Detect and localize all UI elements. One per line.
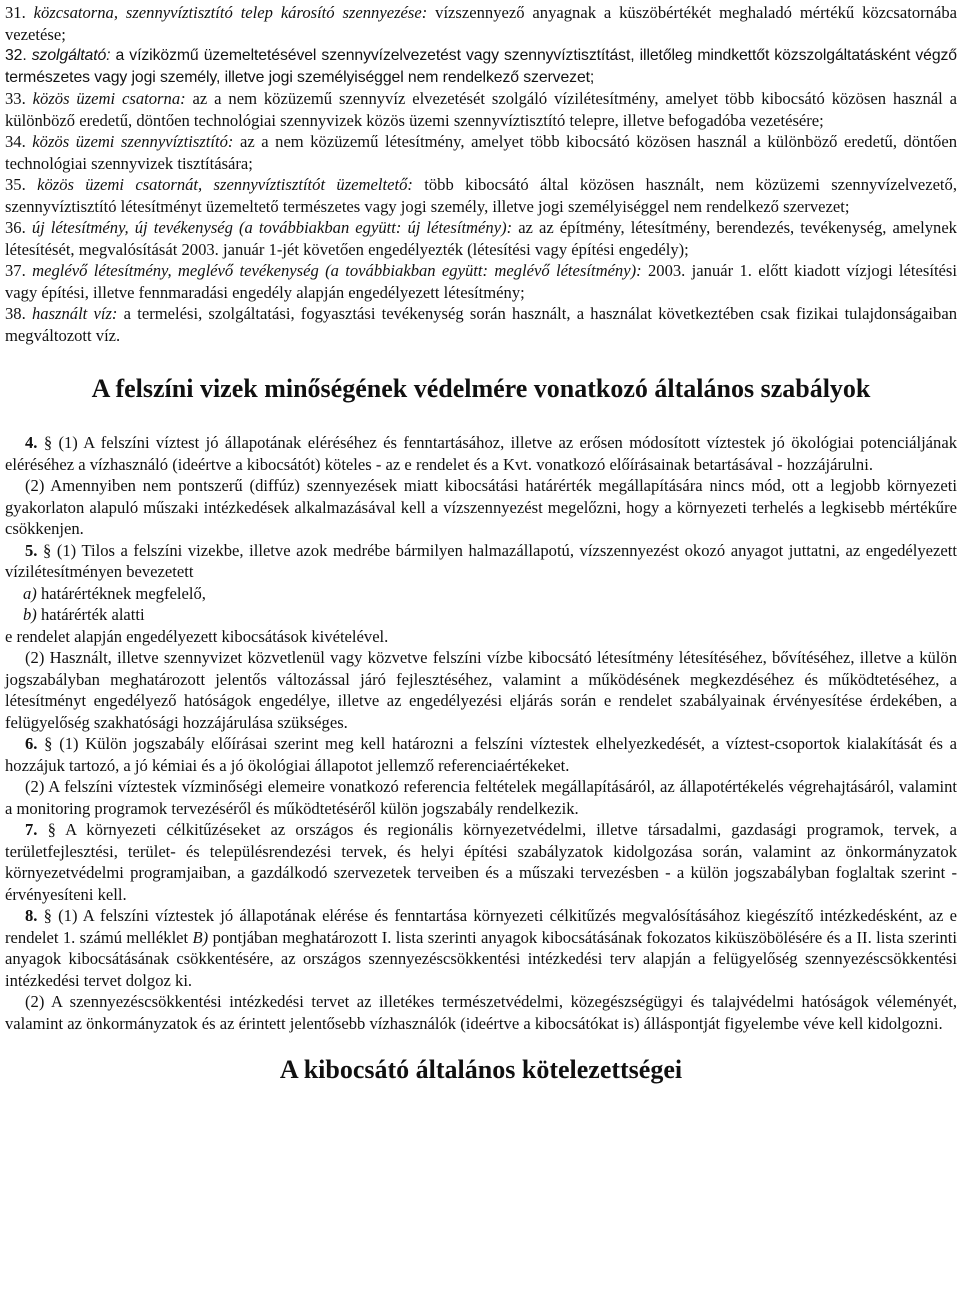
section-heading: A felszíni vizek minőségének védelmére vonatkozó általános szabályok [91, 374, 871, 403]
definition-38: 38. használt víz: a termelési, szolgáltatási, fogyasztási tevékenység során használt, a használat következtében csak fizikai tulajdonságaiban megváltozott víz. [5, 304, 958, 345]
section-6-para-2: (2) A felszíni víztestek vízminőségi elemeire vonatkozó referencia feltételek megállapításáról, az állapotértékelés végrehajtásáról, valamint a monitoring programok tervezéséről és működtetéséről külön jogszabály rendelkezik. [5, 777, 957, 818]
definition-term: közcsatorna, szennyvíztisztító telep károsító szennyezése: [33, 3, 428, 22]
definition-term: közös üzemi csatornát, szennyvíztisztítót üzemeltető: [37, 175, 413, 194]
section-8-para-1: 8. § (1) A felszíni víztestek jó állapotának elérése és fenntartása környezeti célkitűzés megvalósításához kiegészítő intézkedésként, az e rendelet 1. számú melléklet B) pontjában meghatározott I. lista szerinti anyagok kibocsátásának fokozatos kiküszöbölésére és a II. lista szerinti anyagok kibocsátásának csökkentésére, az országos szennyezéscsökkentési intézkedési terv alapján a felügyelőség szennyezéscsökkentési intézkedési tervet dolgoz ki. [5, 906, 957, 990]
section-5-item-b: b) határérték alatti [23, 605, 145, 624]
definition-36: 36. új létesítmény, új tevékenység (a továbbiakban együtt: új létesítmény): az az építmény, létesítmény, berendezés, tevékenység, amelynek létesítését, megvalósítását 2003. január 1-jét követően engedélyezték (létesítési vagy építési engedély); [5, 218, 957, 259]
definition-31: 31. közcsatorna, szennyvíztisztító telep károsító szennyezése: vízszennyező anyagnak a küszöbértékét meghaladó mértékű közcsatornába vezetése; [5, 3, 957, 44]
section-7-para-1: 7. § A környezeti célkitűzéseket az országos és regionális környezetvédelmi, illetve társadalmi, gazdasági programok, tervek, a területfejlesztési, terület- és településrendezési tervek, és helyi építési szabályzatok kidolgozása során, valamint az önkormányzatok környezetvédelmi programjaiban, a gazdálkodó szervezetek terveiben és a műszaki tervezésben - a külön jogszabályban foglaltak szerint - érvényesíteni kell. [5, 820, 957, 904]
section-heading: A kibocsátó általános kötelezettségei [279, 1055, 683, 1084]
section-4-para-1: 4. § (1) A felszíni víztest jó állapotának eléréséhez és fenntartásához, illetve az erősen módosított víztestek jó ökológiai potenciáljának eléréséhez a vízhasználó (ideértve a kibocsátót) köteles - az e rendelet és a Kvt. vonatkozó előírásainak betartásával - hozzájárulni. [5, 433, 957, 474]
section-number: 6. [25, 734, 38, 753]
definition-term: szolgáltató: [31, 47, 111, 64]
section-4-para-2: (2) Amennyiben nem pontszerű (diffúz) szennyezések miatt kibocsátási határérték megállapítására nincs mód, ott a legjobb környezeti gyakorlaton alapuló műszaki intézkedések alkalmazásával kell a vízszennyezést megelőzni, hogy a környezeti terhelés a legkisebb mértékűre csökkenjen. [5, 476, 957, 538]
section-5-item-a: a) határértéknek megfelelő, [23, 583, 206, 603]
definition-37: 37. meglévő létesítmény, meglévő tevékenység (a továbbiakban együtt: meglévő létesítmény): 2003. január 1. előtt kiadott vízjogi létesítési vagy építési, illetve fennmaradási engedély alapján engedélyezett létesítmény; [5, 261, 957, 302]
section-number: 8. [25, 906, 38, 925]
definition-35: 35. közös üzemi csatornát, szennyvíztisztítót üzemeltető: több kibocsátó által közösen használt, nem közüzemi szennyvízelvezető, szennyvíztisztító létesítményt üzemeltető természetes vagy jogi személy, illetve jogi személyiséggel nem rendelkező szervezet; [5, 175, 957, 216]
definition-term: közös üzemi szennyvíztisztító: [32, 132, 234, 151]
section-5-para-1: 5. § (1) Tilos a felszíni vizekbe, illetve azok medrébe bármilyen halmazállapotú, vízszennyezést okozó anyagot juttatni, az engedélyezett vízilétesítményen bevezetett [5, 540, 957, 581]
section-6-para-1: 6. § (1) Külön jogszabály előírásai szerint meg kell határozni a felszíni víztestek elhelyezkedését, a víztest-csoportok kialakítását és a hozzájuk tartozó, a jó kémiai és a jó ökológiai állapotot jellemző referenciaértékeket. [5, 734, 957, 775]
definition-32: 32. szolgáltató: a víziközmű üzemeltetésével szennyvízelvezetést vagy szennyvíztisztítást, illetőleg mindkettőt közszolgáltatásként végző természetes vagy jogi személy, illetve jogi személyiséggel nem rendelkező szervezet; [5, 47, 957, 86]
definition-term: meglévő létesítmény, meglévő tevékenység (a továbbiakban együtt: meglévő létesítmény): [32, 261, 642, 280]
section-5-para-2: (2) Használt, illetve szennyvizet közvetlenül vagy közvetve felszíni vízbe kibocsátó létesítmény létesítéséhez, bővítéséhez, illetve a külön jogszabályban meghatározott jelentős változással járó fejlesztéséhez, valamint a működésének megkezdéséhez és működtetéséhez, a létesítményt engedélyező hatóságok engedélye, illetve az engedélyezési eljárás során e rendelet szabályainak érvényesítése érdekében, a felügyelőség szakhatósági hozzájárulása szükséges. [5, 648, 957, 732]
definition-term: új létesítmény, új tevékenység (a továbbiakban együtt: új létesítmény): [31, 218, 513, 237]
section-number: 7. [25, 820, 38, 839]
section-8-para-2: (2) A szennyezéscsökkentési intézkedési tervet az illetékes természetvédelmi, közegészségügyi és talajvédelmi hatóságok véleményét, valamint az önkormányzatok és az érintett jelentősebb vízhasználók (ideértve a kibocsátókat is) álláspontját figyelembe véve kell kidolgozni. [5, 992, 957, 1033]
section-5-tail: e rendelet alapján engedélyezett kibocsátások kivételével. [5, 626, 389, 646]
definition-term: használt víz: [31, 304, 118, 323]
document-page [5, 2, 957, 1086]
section-number: 5. [25, 540, 38, 560]
definition-33: 33. közös üzemi csatorna: az a nem közüzemű szennyvíz elvezetését szolgáló vízilétesítmény, amelyet több kibocsátó közösen használ a különböző eredetű, döntően technológiai szennyvizek közös üzemi szennyvíztisztító telepre, illetve befogadóba vezetésére; [5, 89, 957, 130]
definition-34: 34. közös üzemi szennyvíztisztító: az a nem közüzemű létesítmény, amelyet több kibocsátó közösen használ a különböző eredetű, döntően technológiai szennyvizek tisztítására; [5, 132, 957, 173]
definition-term: közös üzemi csatorna: [32, 89, 186, 108]
section-number: 4. [25, 433, 38, 452]
